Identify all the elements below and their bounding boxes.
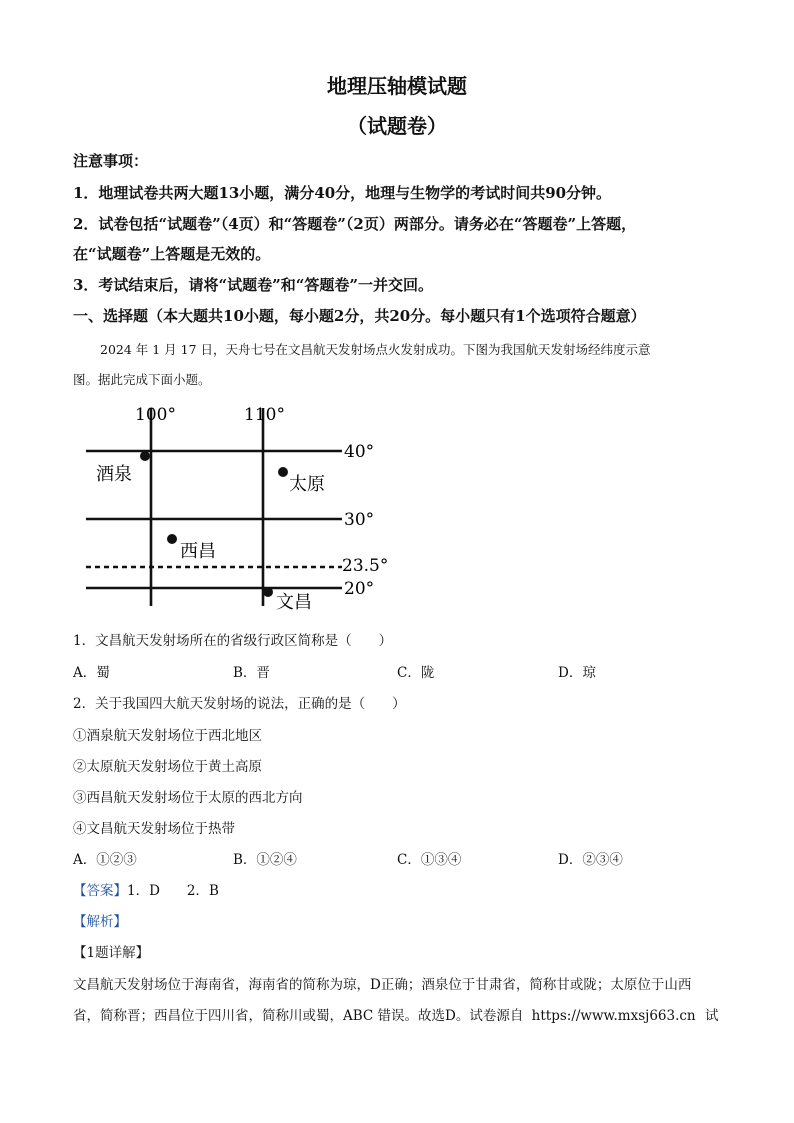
taiyuan-label: 太原 bbox=[289, 474, 325, 495]
taiyuan-site-dot bbox=[278, 467, 288, 477]
q2-statement-3: ③西昌航天发射场位于太原的西北方向 bbox=[73, 790, 303, 806]
notice-item-1: 1．地理试卷共两大题13小题，满分40分，地理与生物学的考试时间共90分钟。 bbox=[73, 184, 612, 202]
notice-item-3: 3．考试结束后，请将“试题卷”和“答题卷”一并交回。 bbox=[73, 276, 433, 294]
xichang-site-dot bbox=[167, 534, 177, 544]
analysis-line-2 bbox=[73, 1004, 696, 1024]
analysis-line-2-text: 省，简称晋；西昌位于四川省，简称川或蜀，ABC 错误。故选D。试卷源自 bbox=[73, 1008, 524, 1024]
wenchang-label: 文昌 bbox=[276, 592, 312, 613]
analysis-line-2-trail: 试 bbox=[705, 1008, 719, 1024]
analysis-sub-label: 【1题详解】 bbox=[73, 945, 150, 961]
intro-line-1: 2024 年 1 月 17 日，天舟七号在文昌航天发射场点火发射成功。下图为我国航天发射场经纬度示意 bbox=[100, 342, 651, 357]
q1-option-b: B．晋 bbox=[233, 665, 270, 681]
q2-statement-4: ④文昌航天发射场位于热带 bbox=[73, 821, 235, 837]
q1-option-a: A．蜀 bbox=[73, 665, 110, 681]
page-subtitle: （试题卷） bbox=[347, 114, 447, 138]
q2-stem: 2．关于我国四大航天发射场的说法，正确的是（ ） bbox=[73, 696, 406, 712]
notice-heading: 注意事项： bbox=[73, 152, 149, 170]
q2-option-c: C．①③④ bbox=[397, 852, 462, 868]
wenchang-site-dot bbox=[263, 587, 273, 597]
q2-statement-2: ②太原航天发射场位于黄土高原 bbox=[73, 759, 262, 775]
xichang-label: 西昌 bbox=[180, 541, 216, 562]
answer-line bbox=[73, 879, 219, 899]
section-heading: 一、选择题（本大题共10小题，每小题2分，共20分。每小题只有1个选项符合题意） bbox=[73, 307, 646, 325]
answer-values: 1．D 2．B bbox=[127, 883, 219, 899]
q2-statement-1: ①酒泉航天发射场位于西北地区 bbox=[73, 728, 262, 744]
intro-line-2: 图。据此完成下面小题。 bbox=[73, 372, 211, 387]
analysis-label: 【解析】 bbox=[73, 914, 127, 930]
q2-option-a: A．①②③ bbox=[73, 852, 137, 868]
analysis-line-1: 文昌航天发射场位于海南省，海南省的简称为琼，D正确；酒泉位于甘肃省，简称甘或陇；太原位于山西 bbox=[73, 977, 692, 993]
source-url-link[interactable]: https://www.mxsj663.cn bbox=[531, 1008, 696, 1024]
jiuquan-site-dot bbox=[140, 451, 150, 461]
q1-stem: 1．文昌航天发射场所在的省级行政区简称是（ ） bbox=[73, 633, 393, 649]
q1-option-d: D．琼 bbox=[558, 665, 596, 681]
launch-site-map bbox=[80, 398, 410, 613]
q2-option-b: B．①②④ bbox=[233, 852, 297, 868]
lat-label-20: 20° bbox=[344, 579, 375, 599]
answer-label: 【答案】 bbox=[73, 883, 127, 899]
jiuquan-label: 酒泉 bbox=[96, 464, 132, 485]
q2-option-d: D．②③④ bbox=[558, 852, 623, 868]
lat-label-40: 40° bbox=[344, 442, 375, 462]
page-title: 地理压轴模试题 bbox=[327, 74, 467, 98]
lat-label-23-5: 23.5° bbox=[342, 556, 389, 576]
notice-item-2-line-1: 2．试卷包括“试题卷”（4页）和“答题卷”（2页）两部分。请务必在“答题卷”上答题， bbox=[73, 215, 637, 233]
lon-label-100: 100° bbox=[135, 405, 176, 425]
lat-label-30: 30° bbox=[344, 510, 375, 530]
notice-item-2-line-2: 在“试题卷”上答题是无效的。 bbox=[73, 245, 271, 263]
lon-label-110: 110° bbox=[244, 405, 285, 425]
q1-option-c: C．陇 bbox=[397, 665, 435, 681]
